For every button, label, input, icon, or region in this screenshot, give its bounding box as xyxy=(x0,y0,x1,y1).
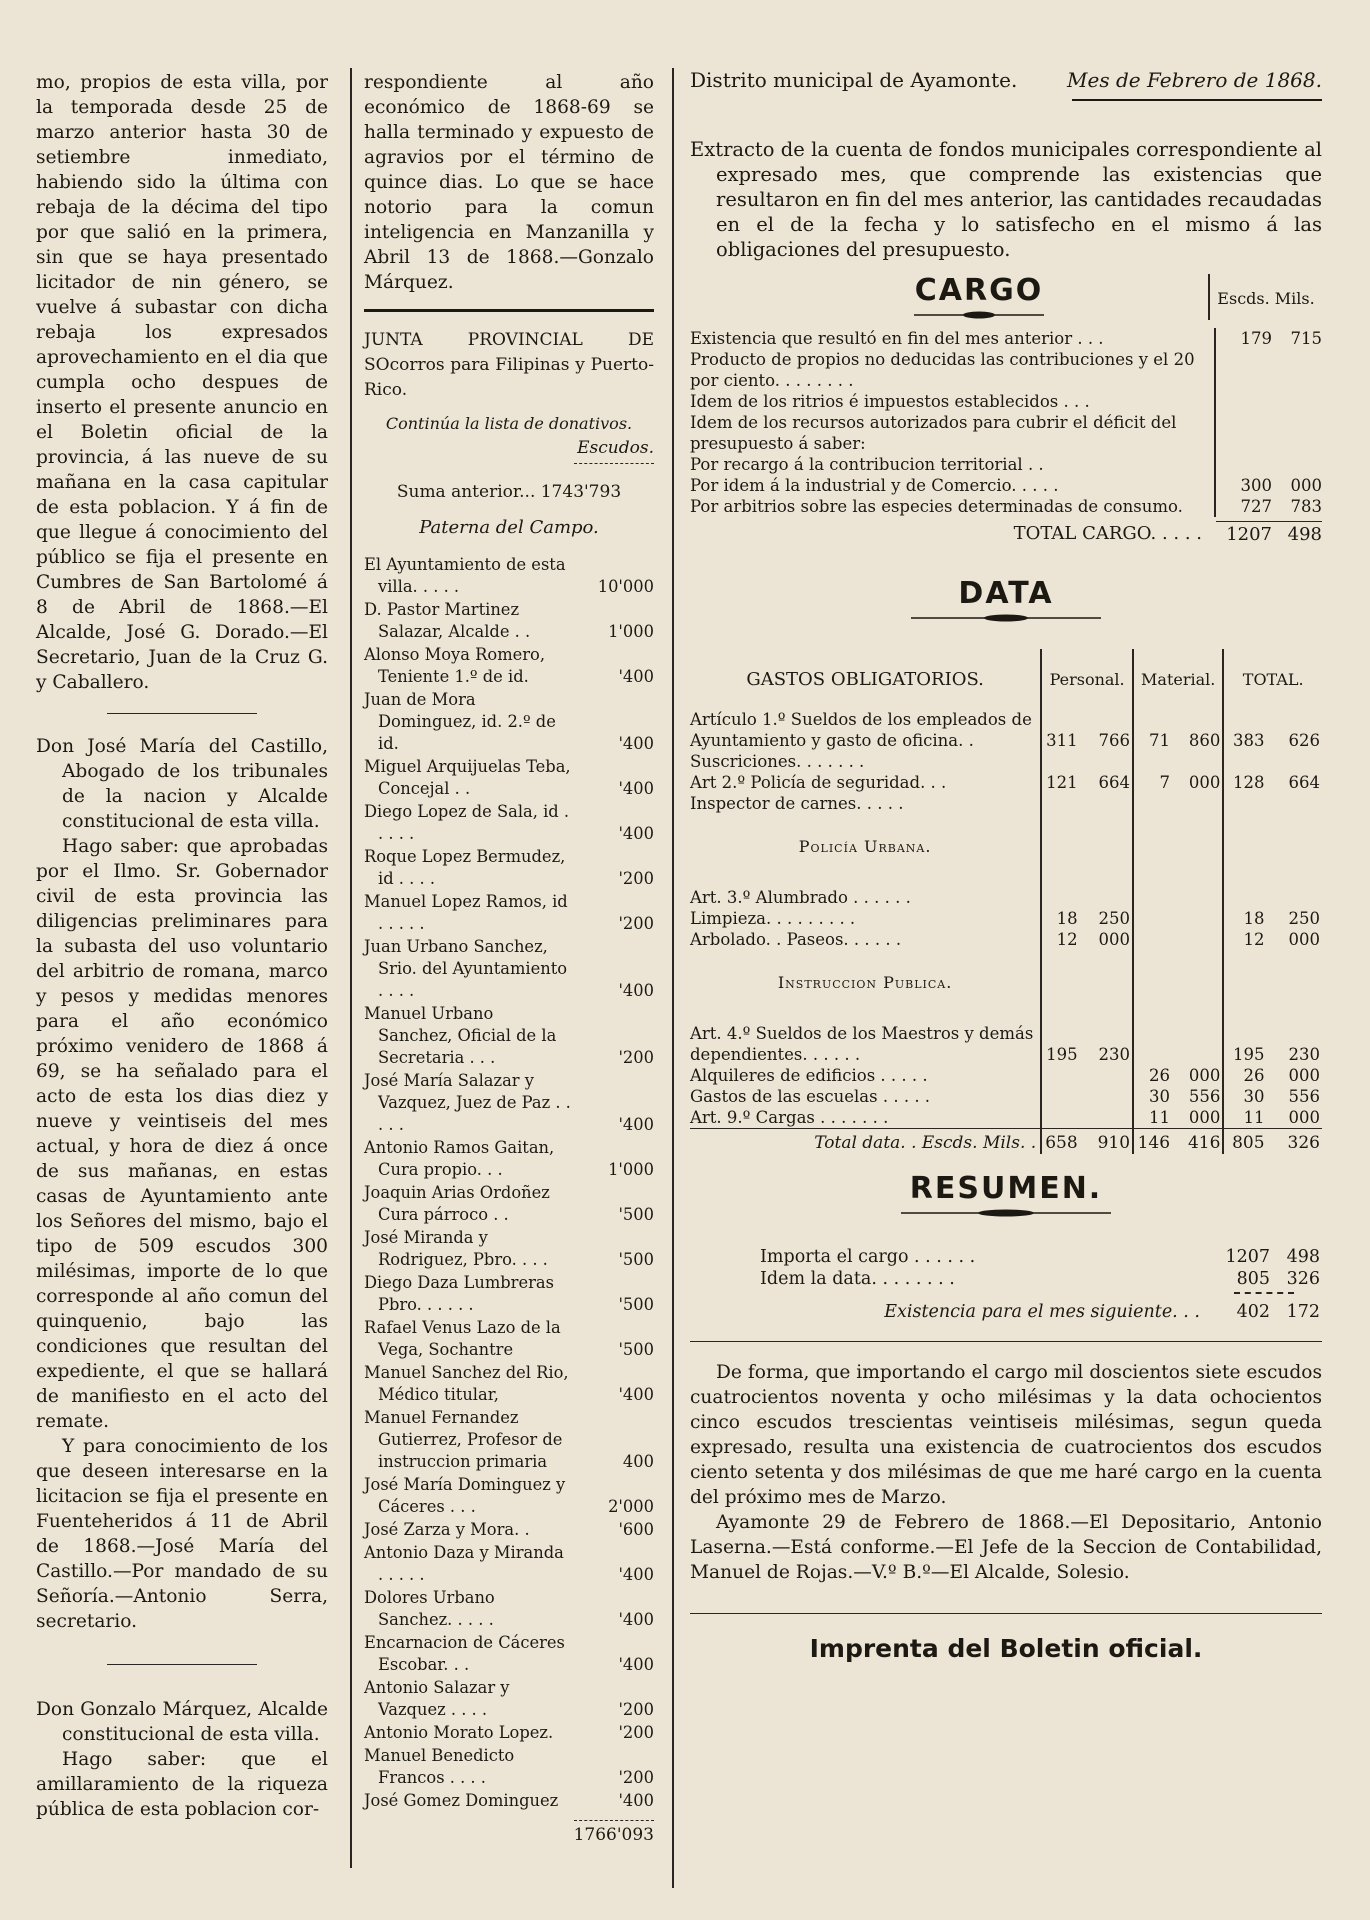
material-escudos xyxy=(1133,1023,1172,1065)
donor-amount: '400 xyxy=(618,1791,654,1810)
escudos-label: Escudos. xyxy=(577,438,654,458)
personal-escudos: 12 xyxy=(1041,929,1079,950)
donor-name: Juan de Mora Dominguez, id. 2.º de id. xyxy=(364,690,556,753)
material-escudos xyxy=(1133,751,1172,772)
resumen-title: RESUMEN. xyxy=(909,1171,1103,1206)
personal-escudos xyxy=(1041,793,1079,814)
cumbres-notice: mo, propios de esta villa, por la temporada desde 25 de marzo anterior hasta 30 de setiembre inmediato, habiendo sido la última con rebaja de la décima del tipo por que salió en la primera, sin que se haya presentado licitador de nin género, se vuelve á subastar con dicha rebaja los expresados aprovechamiento en el dia que cumpla ocho despues de inserto el presente anuncio en el Boletin oficial de la provincia, á las nueve de su mañana en la casa capitular de esta poblacion. Y á fin de que llegue á conocimiento del público se fija el presente en Cumbres de San Bartolomé á 8 de Abril de 1868.—El Alcalde, José G. Dorado.—El Secretario, Juan de la Cruz G. y Caballero. xyxy=(36,72,328,693)
empty-cell xyxy=(1041,950,1079,1023)
total-cargo-label: TOTAL CARGO. . . . . xyxy=(1013,523,1202,544)
printer-imprint: Imprenta del Boletin oficial. xyxy=(809,1634,1203,1663)
material-header: Material. xyxy=(1133,649,1223,709)
cargo-row xyxy=(690,391,1322,412)
material-escudos xyxy=(1133,929,1172,950)
donor-row xyxy=(364,644,654,688)
donor-name: Encarnacion de Cáceres Escobar. . . xyxy=(364,1633,565,1674)
cargo-escudos xyxy=(1215,454,1272,475)
donor-name: Juan Urbano Sanchez, Srio. del Ayuntamiento . . . . xyxy=(364,937,568,1000)
resumen-escudos: 805 xyxy=(1236,1269,1270,1289)
material-milesimas: 860 xyxy=(1188,731,1221,750)
donor-amount: '400 xyxy=(618,1655,654,1674)
policia-urbana-title-row xyxy=(690,814,1322,887)
junta-title: JUNTA PROVINCIAL DE SOcorros para Filipinas y Puerto-Rico. xyxy=(364,330,654,400)
town-name: Paterna del Campo. xyxy=(419,517,599,538)
data-row xyxy=(690,1086,1322,1107)
total-escudos: 11 xyxy=(1223,1107,1266,1129)
empty-cell xyxy=(1223,950,1266,1023)
total-escudos: 18 xyxy=(1223,908,1266,929)
donor-row xyxy=(364,1474,654,1518)
total-cargo-mil: 498 xyxy=(1272,521,1322,547)
total-escudos: 128 xyxy=(1223,772,1266,793)
cargo-title: CARGO xyxy=(914,273,1044,308)
district-name: Distrito municipal de Ayamonte. xyxy=(690,68,1018,92)
material-milesimas: 000 xyxy=(1188,1108,1221,1127)
donor-row xyxy=(364,846,654,890)
donor-name: Diego Daza Lumbreras Pbro. . . . . . xyxy=(364,1273,554,1314)
column-1 xyxy=(36,70,328,1822)
total-milesimas: 250 xyxy=(1288,909,1320,928)
total-milesimas: 230 xyxy=(1288,1045,1320,1064)
personal-escudos xyxy=(1041,887,1079,908)
donor-list xyxy=(364,554,654,1812)
donor-row xyxy=(364,936,654,1002)
resumen-row xyxy=(760,1246,1320,1268)
data-label: Inspector de carnes. . . . . xyxy=(690,794,904,813)
donor-name: Manuel Fernandez Gutierrez, Profesor de instruccion primaria xyxy=(364,1408,563,1471)
total-milesimas: 000 xyxy=(1288,930,1320,949)
empty-cell xyxy=(1172,950,1223,1023)
resumen-title-wrap xyxy=(690,1172,1322,1218)
district-header xyxy=(690,68,1322,93)
empty-cell xyxy=(1172,814,1223,887)
donor-amount: '400 xyxy=(618,1610,654,1629)
empty-cell xyxy=(1041,814,1079,887)
donor-amount: '400 xyxy=(618,981,654,1000)
total-escudos: 12 xyxy=(1223,929,1266,950)
ornament-divider xyxy=(914,310,1044,320)
personal-escudos: 18 xyxy=(1041,908,1079,929)
donor-amount: '200 xyxy=(618,1700,654,1719)
existencia-mil: 172 xyxy=(1286,1302,1320,1322)
donor-row xyxy=(364,1182,654,1226)
personal-escudos: 311 xyxy=(1041,709,1079,751)
existencia-label: Existencia para el mes siguiente. . . xyxy=(884,1302,1200,1322)
donor-amount: '200 xyxy=(618,1048,654,1067)
marquez-body: Hago saber: que el amillaramiento de la riqueza pública de esta poblacion cor- xyxy=(36,1749,328,1820)
donor-row xyxy=(364,756,654,800)
donor-total: 1766'093 xyxy=(573,1825,654,1845)
separator xyxy=(574,463,654,464)
cargo-milesimas: 783 xyxy=(1290,497,1322,516)
donor-row xyxy=(364,1722,654,1744)
cargo-table xyxy=(690,328,1322,517)
personal-milesimas: 766 xyxy=(1098,731,1131,750)
donor-amount: '500 xyxy=(618,1295,654,1314)
cargo-milesimas: 000 xyxy=(1290,476,1322,495)
resumen-escudos: 1207 xyxy=(1225,1247,1270,1267)
data-label: Art. 3.º Alumbrado . . . . . . xyxy=(690,888,911,907)
personal-escudos: 658 xyxy=(1041,1129,1079,1155)
castillo-heading: Don José María del Castillo, Abogado de los tribunales de la nacion y Alcalde constitucional de esta villa. xyxy=(36,736,328,832)
material-escudos: 26 xyxy=(1133,1065,1172,1086)
closing-paragraph: De forma, que importando el cargo mil doscientos siete escudos cuatrocientos noventa y ocho milésimas y la data ochocientos cinco escudos trescientas veintiseis milésimas, segun queda expresado, resulta una existencia de cuatrocientos dos escudos ciento setenta y dos milésimas de que me haré cargo en la cuenta del próximo mes de Marzo. xyxy=(690,1362,1322,1508)
empty-cell xyxy=(1133,814,1172,887)
marquez-continuation: respondiente al año económico de 1868-69 se halla terminado y expuesto de agravios por el término de quince dias. Lo que se hace notorio para la comun inteligencia en Manzanilla y Abril 13 de 1868.—Gonzalo Márquez. xyxy=(364,72,654,293)
separator xyxy=(364,309,654,312)
donor-name: Rafael Venus Lazo de la Vega, Sochantre xyxy=(364,1318,561,1359)
data-label: Arbolado. . Paseos. . . . . . xyxy=(690,930,902,949)
data-row xyxy=(690,908,1322,929)
donor-amount: 1'000 xyxy=(608,1160,654,1179)
cargo-row xyxy=(690,496,1322,517)
cargo-label: Existencia que resultó en fin del mes anterior . . . xyxy=(690,329,1104,348)
personal-milesimas: 910 xyxy=(1080,1129,1133,1155)
donor-name: José Zarza y Mora. . xyxy=(364,1520,530,1539)
data-row xyxy=(690,1023,1322,1065)
cargo-milesimas: 715 xyxy=(1290,329,1322,348)
material-milesimas xyxy=(1172,929,1223,950)
cargo-label: Idem de los ritrios é impuestos establecidos . . . xyxy=(690,392,1090,411)
donor-name: José María Salazar y Vazquez, Juez de Paz . . . . . xyxy=(364,1071,571,1134)
donor-name: Diego Lopez de Sala, id . . . . . xyxy=(364,802,570,843)
cargo-row xyxy=(690,454,1322,475)
personal-escudos xyxy=(1041,1086,1079,1107)
donor-amount: '600 xyxy=(618,1520,654,1539)
gastos-header: GASTOS OBLIGATORIOS. xyxy=(746,668,984,690)
cargo-row xyxy=(690,328,1322,349)
donor-amount: '400 xyxy=(618,1115,654,1134)
personal-milesimas: 664 xyxy=(1098,773,1131,792)
empty-cell xyxy=(1133,950,1172,1023)
empty-cell xyxy=(1267,950,1322,1023)
castillo-closing: Y para conocimiento de los que deseen interesarse en la licitacion se fija el presente en Fuenteheridos á 11 de Abril de 1868.—José María del Castillo.—Por mandado de su Señoría.—Antonio Serra, secretario. xyxy=(36,1436,328,1632)
donor-amount: '500 xyxy=(618,1340,654,1359)
column-2 xyxy=(364,70,654,1848)
extracto-intro: Extracto de la cuenta de fondos municipales correspondiente al expresado mes, que comprende las existencias que resultaron en fin del mes anterior, las cantidades recaudadas en el de la fecha y lo satisfecho en el mismo á las obligaciones del presupuesto. xyxy=(690,138,1322,261)
personal-header: Personal. xyxy=(1041,649,1133,709)
donor-row xyxy=(364,1003,654,1069)
donor-amount: '200 xyxy=(618,1768,654,1787)
personal-escudos: 121 xyxy=(1041,772,1079,793)
data-table xyxy=(690,649,1322,1154)
separator xyxy=(107,1664,257,1665)
column-divider-1 xyxy=(350,68,352,1868)
donor-amount: 10'000 xyxy=(597,577,654,596)
data-row xyxy=(690,709,1322,751)
donor-row xyxy=(364,1137,654,1181)
personal-milesimas: 000 xyxy=(1098,930,1131,949)
existencia-esc: 402 xyxy=(1236,1302,1270,1322)
donor-row xyxy=(364,1272,654,1316)
total-escudos xyxy=(1223,793,1266,814)
donor-name: Antonio Ramos Gaitan, Cura propio. . . xyxy=(364,1138,555,1179)
donor-row xyxy=(364,801,654,845)
data-title: DATA xyxy=(958,576,1054,611)
column-divider-2 xyxy=(672,68,674,1888)
donor-row xyxy=(364,1587,654,1631)
column-3 xyxy=(690,68,1322,1661)
data-label: Art. 9.º Cargas . . . . . . . xyxy=(690,1108,889,1127)
data-row xyxy=(690,1065,1322,1086)
donor-name: D. Pastor Martinez Salazar, Alcalde . . xyxy=(364,600,531,641)
total-escudos xyxy=(1223,751,1266,772)
donor-name: Antonio Daza y Miranda . . . . . xyxy=(364,1543,564,1584)
donor-row xyxy=(364,1632,654,1676)
donor-name: José Miranda y Rodriguez, Pbro. . . . xyxy=(364,1228,548,1269)
material-milesimas: 000 xyxy=(1188,773,1221,792)
cargo-milesimas xyxy=(1272,349,1322,391)
cargo-label: Idem de los recursos autorizados para cubrir el déficit del presupuesto á saber: xyxy=(690,413,1177,453)
personal-milesimas xyxy=(1080,1107,1133,1129)
cargo-label: Por recargo á la contribucion territorial . . xyxy=(690,455,1044,474)
donor-row xyxy=(364,891,654,935)
donor-name: Manuel Lopez Ramos, id . . . . . xyxy=(364,892,568,933)
data-header-row xyxy=(690,649,1322,709)
donor-amount: '400 xyxy=(618,1385,654,1404)
donor-name: Miguel Arquijuelas Teba, Concejal . . xyxy=(364,757,571,798)
cargo-escudos: 727 xyxy=(1215,496,1272,517)
material-milesimas xyxy=(1172,887,1223,908)
resumen-table xyxy=(760,1246,1320,1290)
cargo-escudos: 179 xyxy=(1215,328,1272,349)
donor-row xyxy=(364,1745,654,1789)
donor-row xyxy=(364,1227,654,1271)
total-cargo-row xyxy=(690,521,1322,547)
data-row xyxy=(690,793,1322,814)
data-label: Art 2.º Policía de seguridad. . . xyxy=(690,773,947,792)
resumen-milesimas: 326 xyxy=(1286,1269,1320,1289)
data-row xyxy=(690,751,1322,772)
resumen-row xyxy=(760,1268,1320,1290)
donor-amount: 1'000 xyxy=(608,622,654,641)
total-escudos: 383 xyxy=(1223,709,1266,751)
personal-escudos xyxy=(1041,1065,1079,1086)
donor-amount: '400 xyxy=(618,824,654,843)
personal-milesimas: 230 xyxy=(1098,1045,1131,1064)
cargo-row xyxy=(690,475,1322,496)
ornament-divider xyxy=(911,613,1101,623)
total-milesimas xyxy=(1267,751,1322,772)
cargo-label: Por idem á la industrial y de Comercio. . . . . xyxy=(690,476,1059,495)
suma-anterior: Suma anterior... 1743'793 xyxy=(396,482,622,502)
cargo-label: Por arbitrios sobre las especies determinadas de consumo. xyxy=(690,497,1183,516)
donor-name: Joaquin Arias Ordoñez Cura párroco . . xyxy=(364,1183,550,1224)
donor-amount: '500 xyxy=(618,1205,654,1224)
cargo-escudos xyxy=(1215,412,1272,454)
existencia-row xyxy=(760,1300,1320,1325)
total-escudos xyxy=(1223,887,1266,908)
material-escudos: 71 xyxy=(1133,709,1172,751)
donor-row xyxy=(364,1362,654,1406)
donor-amount: '400 xyxy=(618,667,654,686)
cargo-col-header: Escds. Mils. xyxy=(1208,274,1322,320)
material-milesimas xyxy=(1172,793,1223,814)
material-escudos: 7 xyxy=(1133,772,1172,793)
resumen-label: Idem la data. . . . . . . . xyxy=(760,1269,955,1289)
total-milesimas: 556 xyxy=(1288,1087,1320,1106)
material-milesimas: 556 xyxy=(1188,1087,1221,1106)
personal-milesimas xyxy=(1080,751,1133,772)
material-escudos xyxy=(1133,887,1172,908)
data-row xyxy=(690,1129,1322,1155)
resumen-label: Importa el cargo . . . . . . xyxy=(760,1247,976,1267)
total-milesimas xyxy=(1267,887,1322,908)
continua-lista: Continúa la lista de donativos. xyxy=(385,414,633,433)
donor-row xyxy=(364,689,654,755)
data-row xyxy=(690,1107,1322,1129)
cargo-escudos xyxy=(1215,349,1272,391)
donor-row xyxy=(364,1790,654,1812)
signature-paragraph: Ayamonte 29 de Febrero de 1868.—El Depositario, Antonio Laserna.—Está conforme.—El Jefe de la Seccion de Contabilidad, Manuel de Rojas.—V.º B.º—El Alcalde, Solesio. xyxy=(690,1512,1322,1583)
donor-amount: 400 xyxy=(622,1452,654,1471)
material-escudos xyxy=(1133,908,1172,929)
total-milesimas: 664 xyxy=(1288,773,1320,792)
data-row xyxy=(690,929,1322,950)
material-milesimas xyxy=(1172,751,1223,772)
material-milesimas xyxy=(1172,908,1223,929)
separator xyxy=(690,1341,1322,1342)
instruccion-publica-title: Instruccion Publica. xyxy=(777,973,953,992)
cargo-title-wrap xyxy=(690,274,1208,320)
cargo-header-block xyxy=(690,274,1322,320)
donor-row xyxy=(364,554,654,598)
donor-name: Dolores Urbano Sanchez. . . . . xyxy=(364,1588,495,1629)
data-label: Total data. . Escds. Mils. . xyxy=(690,1129,1041,1155)
donor-name: Manuel Benedicto Francos . . . . xyxy=(364,1746,515,1787)
donor-amount: '200 xyxy=(618,1723,654,1742)
data-label: Suscriciones. . . . . . . xyxy=(690,752,865,771)
total-cargo-esc: 1207 xyxy=(1216,521,1272,547)
donor-row xyxy=(364,1070,654,1136)
data-row xyxy=(690,887,1322,908)
total-escudos: 26 xyxy=(1223,1065,1266,1086)
personal-milesimas xyxy=(1080,887,1133,908)
cargo-escudos xyxy=(1215,391,1272,412)
donor-name: José María Dominguez y Cáceres . . . xyxy=(364,1475,566,1516)
empty-cell xyxy=(1080,814,1133,887)
material-escudos xyxy=(1133,793,1172,814)
total-milesimas: 326 xyxy=(1267,1129,1322,1155)
donor-row xyxy=(364,1542,654,1586)
data-title-wrap xyxy=(690,577,1322,623)
cargo-milesimas xyxy=(1272,454,1322,475)
personal-escudos xyxy=(1041,1107,1079,1129)
total-milesimas xyxy=(1267,793,1322,814)
separator xyxy=(1234,1292,1294,1294)
material-escudos: 30 xyxy=(1133,1086,1172,1107)
donor-amount: '200 xyxy=(618,914,654,933)
personal-escudos: 195 xyxy=(1041,1023,1079,1065)
donor-amount: '500 xyxy=(618,1250,654,1269)
total-escudos: 195 xyxy=(1223,1023,1266,1065)
data-label: Alquileres de edificios . . . . . xyxy=(690,1066,928,1085)
ornament-divider xyxy=(901,1208,1111,1218)
donor-amount: '200 xyxy=(618,869,654,888)
donor-name: José Gomez Dominguez xyxy=(364,1791,559,1810)
empty-cell xyxy=(1267,814,1322,887)
material-milesimas: 416 xyxy=(1172,1129,1223,1155)
cargo-row xyxy=(690,412,1322,454)
separator xyxy=(574,1820,654,1821)
data-row xyxy=(690,772,1322,793)
total-header: TOTAL. xyxy=(1223,649,1322,709)
cargo-row xyxy=(690,349,1322,391)
donor-name: Antonio Morato Lopez. xyxy=(364,1723,554,1742)
donor-row xyxy=(364,1519,654,1541)
data-label: Artículo 1.º Sueldos de los empleados de Ayuntamiento y gasto de oficina. . xyxy=(690,710,1032,750)
personal-escudos xyxy=(1041,751,1079,772)
personal-milesimas xyxy=(1080,793,1133,814)
personal-milesimas xyxy=(1080,1065,1133,1086)
donor-name: Alonso Moya Romero, Teniente 1.º de id. xyxy=(364,645,546,686)
donor-row xyxy=(364,1317,654,1361)
donor-name: Antonio Salazar y Vazquez . . . . xyxy=(364,1678,510,1719)
data-label: Gastos de las escuelas . . . . . xyxy=(690,1087,931,1106)
material-escudos: 11 xyxy=(1133,1107,1172,1129)
policia-urbana-title: Policía Urbana. xyxy=(798,837,932,856)
donor-row xyxy=(364,599,654,643)
month-label: Mes de Febrero de 1868. xyxy=(1067,68,1322,92)
donor-name: Manuel Urbano Sanchez, Oficial de la Secretaria . . . xyxy=(364,1004,557,1067)
separator xyxy=(107,713,257,714)
data-label: Art. 4.º Sueldos de los Maestros y demás dependientes. . . . . . xyxy=(690,1024,1034,1064)
donor-amount: 2'000 xyxy=(608,1497,654,1516)
separator xyxy=(690,1613,1322,1614)
donor-amount: '400 xyxy=(618,1565,654,1584)
cargo-milesimas xyxy=(1272,412,1322,454)
total-milesimas: 626 xyxy=(1288,731,1320,750)
donor-name: El Ayuntamiento de esta villa. . . . . xyxy=(364,555,566,596)
total-escudos: 30 xyxy=(1223,1086,1266,1107)
donor-row xyxy=(364,1407,654,1473)
donor-name: Roque Lopez Bermudez, id . . . . xyxy=(364,847,566,888)
marquez-heading: Don Gonzalo Márquez, Alcalde constitucional de esta villa. xyxy=(36,1699,328,1745)
total-milesimas: 000 xyxy=(1288,1108,1320,1127)
material-escudos: 146 xyxy=(1133,1129,1172,1155)
resumen-milesimas: 498 xyxy=(1286,1247,1320,1267)
cargo-escudos: 300 xyxy=(1215,475,1272,496)
instruccion-publica-title-row xyxy=(690,950,1322,1023)
personal-milesimas xyxy=(1080,1086,1133,1107)
castillo-body: Hago saber: que aprobadas por el Ilmo. Sr. Gobernador civil de esta provincia las diligencias preliminares para la subasta del uso voluntario del arbitrio de romana, marco y pesos y medidas menores para el año económico próximo venidero de 1868 á 69, se ha señalado para el acto de esta los dias diez y nueve y veintiseis del mes actual, y hora de diez á once de sus mañanas, en estas casas de Ayuntamiento ante los Señores del mismo, bajo el tipo de 509 escudos 300 milésimas, importe de lo que corresponde al año comun del quinquenio, bajo las condiciones que resultan del expediente, el que se hallará de manifiesto en el acto del remate. xyxy=(36,836,328,1432)
material-milesimas xyxy=(1172,1023,1223,1065)
cargo-label: Producto de propios no deducidas las contribuciones y el 20 por ciento. . . . . . . . xyxy=(690,350,1195,390)
material-milesimas: 000 xyxy=(1188,1066,1221,1085)
donor-row xyxy=(364,1677,654,1721)
donor-name: Manuel Sanchez del Rio, Médico titular, xyxy=(364,1363,569,1404)
total-milesimas: 000 xyxy=(1288,1066,1320,1085)
data-label: Limpieza. . . . . . . . . xyxy=(690,909,856,928)
donor-amount: '400 xyxy=(618,779,654,798)
total-escudos: 805 xyxy=(1223,1129,1266,1155)
donor-amount: '400 xyxy=(618,734,654,753)
separator xyxy=(1072,99,1322,101)
empty-cell xyxy=(1080,950,1133,1023)
cargo-milesimas xyxy=(1272,391,1322,412)
personal-milesimas: 250 xyxy=(1098,909,1131,928)
empty-cell xyxy=(1223,814,1266,887)
